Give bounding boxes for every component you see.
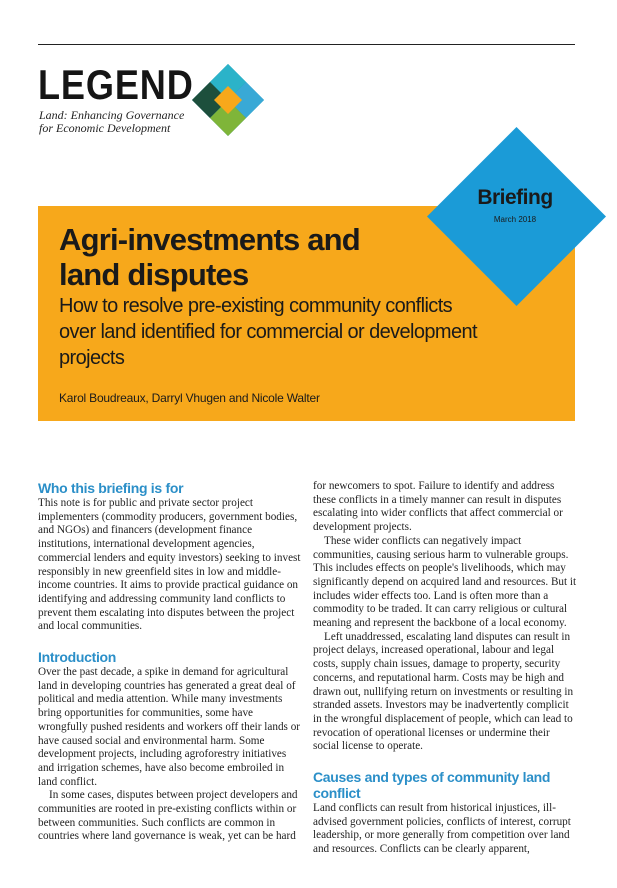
- logo-tagline-line1: Land: Enhancing Governance: [39, 108, 185, 122]
- page-subtitle: [59, 293, 559, 371]
- who-paragraph: This note is for public and private sector project implementers (commodity producers, government bodies, and NGOs) and financers (development finance institutions, international development agencies, commercial lenders and equity investors) seeking to invest responsibly in new greenfield sites in low and middle-income countries. It aims to provide practical guidance on identifying and addressing community land conflicts to prevent them escalating into disputes between the project and local communities.: [38, 497, 301, 633]
- briefing-label: Briefing: [477, 186, 553, 209]
- title-line2: land disputes: [59, 257, 249, 292]
- intro-paragraph-2-continued: for newcomers to spot. Failure to identify and address these conflicts in a timely manner can result in disputes escalating into wider conflicts that affect commercial or development projects.: [313, 480, 563, 534]
- legend-logo-wordmark: LEGEND: [38, 61, 194, 108]
- intro-paragraph-1: Over the past decade, a spike in demand for agricultural land in developing countries has generated a great deal of political and media attention. While many investments bring opportunities for communities, some have wrongfully pushed residents and workers off their lands or have caused social and environmental harm. Some development projects, including agroforestry initiatives and irrigation schemes, have also become embroiled in land conflict.: [38, 666, 301, 788]
- title-line1: Agri-investments and: [59, 222, 360, 257]
- intro-paragraph-4: Left unaddressed, escalating land disputes can result in project delays, increased operational, labour and legal costs, supply chain issues, damage to property, security concerns, and reputational harm. Costs may be high and drawn out, nullifying return on investments or resulting in stranded assets. Investors may be inadvertently complicit in the wrongful displacement of people, which can lead to revocation of operational licenses or undermine their social license to operate.: [313, 630, 574, 753]
- subtitle-line1: How to resolve pre-existing community conflicts: [59, 295, 453, 317]
- heading-who-this-is-for: Who this briefing is for: [38, 480, 184, 496]
- page-title: [59, 222, 419, 292]
- subtitle-line3: projects: [59, 347, 125, 369]
- left-column: [38, 480, 302, 844]
- causes-paragraph-1: Land conflicts can result from historical injustices, ill-advised government policies, conflicts of interest, corrupt leadership, or more generally from competition over land and resources. Conflicts can be clearly apparent,: [313, 802, 571, 856]
- intro-paragraph-2: In some cases, disputes between project developers and communities are rooted in pre-existing conflicts within or between communities. Such conflicts are common in countries where land governance is weak, yet can be hard: [38, 789, 298, 843]
- logo-tagline-line2: for Economic Development: [39, 121, 171, 135]
- right-column: [313, 480, 577, 857]
- heading-causes: Causes and types of community land conflict: [313, 769, 551, 802]
- top-rule: [38, 44, 575, 45]
- legend-diamond-logo-icon: [190, 62, 266, 138]
- subtitle-line2: over land identified for commercial or development: [59, 321, 477, 343]
- heading-introduction: Introduction: [38, 649, 117, 666]
- intro-paragraph-3: These wider conflicts can negatively impact communities, causing serious harm to vulnerable groups. This includes effects on people's livelihoods, which may significantly depend on acquired land and resources. But it includes wider effects too. Land is often more than a commodity to be traded. It can carry religious or cultural meaning and represent the backbone of a local economy.: [313, 534, 577, 630]
- briefing-date: March 2018: [493, 215, 537, 224]
- authors: Karol Boudreaux, Darryl Vhugen and Nicole Walter: [59, 391, 320, 405]
